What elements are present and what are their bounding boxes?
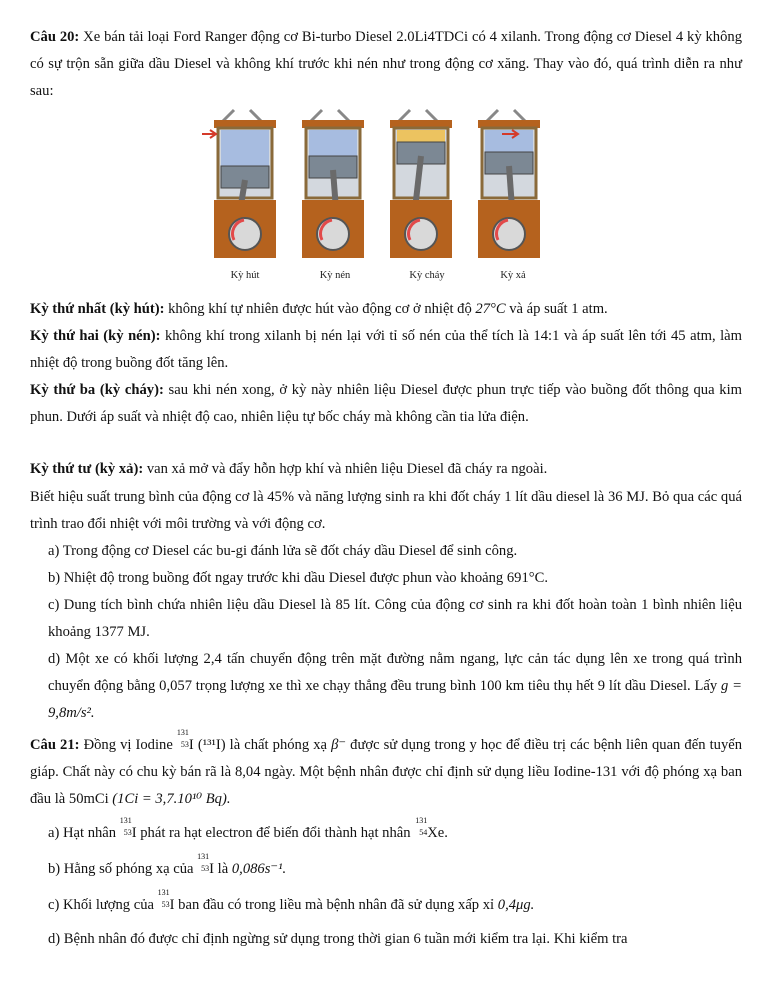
cylinder-2 — [302, 110, 364, 258]
engine-illustration — [200, 108, 540, 268]
q20-intro: Câu 20: Xe bán tải loại Ford Ranger động cơ Bi-turbo Diesel 2.0Li4TDCi có 4 xilanh. Trong động cơ Diesel 4 kỳ không có sự trộn sẵn giữa dầu Diesel và không khí trước khi nén như trong động cơ xăng. Thay vào đó, quá trình diễn ra như sau: — [30, 29, 742, 99]
engine-strokes-figure — [200, 108, 540, 290]
q20-given: Biết hiệu suất trung bình của động cơ là 45% và năng lượng sinh ra khi đốt cháy 1 lít dầu diesel là 36 MJ. Bỏ qua các quá trình trao đổi nhiệt với môi trường và với động cơ. — [30, 489, 742, 532]
stroke-4: Kỳ thứ tư (kỳ xả): van xả mở và đẩy hỗn hợp khí và nhiên liệu Diesel đã cháy ra ngoài. — [30, 461, 548, 477]
stroke-3: Kỳ thứ ba (kỳ cháy): sau khi nén xong, ở kỳ này nhiên liệu Diesel được phun trực tiếp vào buồng đốt thông qua kim phun. Dưới áp suất và nhiệt độ cao, nhiên liệu tự bốc cháy mà không cần tia lửa điện. — [30, 382, 742, 425]
q21-label: Câu 21: — [30, 737, 80, 753]
intake-arrow-icon — [202, 130, 216, 138]
cylinder-3 — [390, 110, 452, 258]
q20-option-b: b) Nhiệt độ trong buồng đốt ngay trước khi dầu Diesel được phun vào khoảng 691°C. — [48, 570, 548, 586]
combustion-chamber — [221, 130, 269, 166]
cylinder-4 — [478, 110, 540, 258]
caption-intake: Kỳ hút — [230, 270, 260, 281]
combustion-chamber — [397, 130, 445, 142]
q21-option-b: b) Hằng số phóng xạ của 131 53 I là 0,086s⁻¹. — [48, 852, 287, 877]
q21-option-d: d) Bệnh nhân đó được chỉ định ngừng sử dụng trong thời gian 6 tuần mới kiểm tra lại. Khi kiểm tra — [48, 931, 628, 947]
q20-option-d: d) Một xe có khối lượng 2,4 tấn chuyển động trên mặt đường nằm ngang, lực cản tác dụng lên xe trong quá trình chuyển động bằng 0,057 trọng lượng xe thì xe chạy thẳng đều trung bình 100 km tiêu thụ hết 9 lít dầu Diesel. Lấy g = 9,8m/s². — [48, 651, 742, 721]
stroke-2: Kỳ thứ hai (kỳ nén): không khí trong xilanh bị nén lại với tỉ số nén của thể tích là 14:1 và áp suất lên tới 45 atm, làm nhiệt độ trong buồng đốt tăng lên. — [30, 328, 742, 371]
q21-intro: Câu 21: Đồng vị Iodine 131 53 I (¹³¹I) là chất phóng xạ β⁻ được sử dụng trong y học để điều trị các bệnh liên quan đến tuyến giáp. Chất này có chu kỳ bán rã là 8,04 ngày. Một bệnh nhân được chỉ định sử dụng liều Iodine-131 với độ phóng xạ ban đầu là 50mCi (1Ci = 3,7.10¹⁰ Bq). — [30, 728, 743, 807]
combustion-chamber — [309, 130, 357, 156]
q21-option-c: c) Khối lượng của 131 53 I ban đầu có trong liều mà bệnh nhân đã sử dụng xấp xỉ 0,4μg. — [48, 888, 535, 913]
caption-exhaust: Kỳ xả — [500, 270, 526, 281]
caption-compression: Kỳ nén — [319, 270, 351, 281]
q20-option-a: a) Trong động cơ Diesel các bu-gi đánh lửa sẽ đốt cháy dầu Diesel để sinh công. — [48, 543, 518, 559]
q20-option-c: c) Dung tích bình chứa nhiên liệu dầu Diesel là 85 lít. Công của động cơ sinh ra khi đốt hoàn toàn 1 bình nhiên liệu khoảng 1377 MJ. — [48, 597, 742, 640]
cylinder-1 — [214, 110, 276, 258]
iodine-nuclide: 131 53 — [176, 728, 189, 749]
q21-option-a: a) Hạt nhân 131 53 I phát ra hạt electron để biến đổi thành hạt nhân 131 54 Xe. — [48, 816, 448, 841]
caption-combustion: Kỳ cháy — [409, 270, 445, 281]
stroke-1: Kỳ thứ nhất (kỳ hút): không khí tự nhiên được hút vào động cơ ở nhiệt độ 27°C và áp suất 1 atm. — [30, 301, 608, 317]
q20-label: Câu 20: — [30, 29, 80, 45]
